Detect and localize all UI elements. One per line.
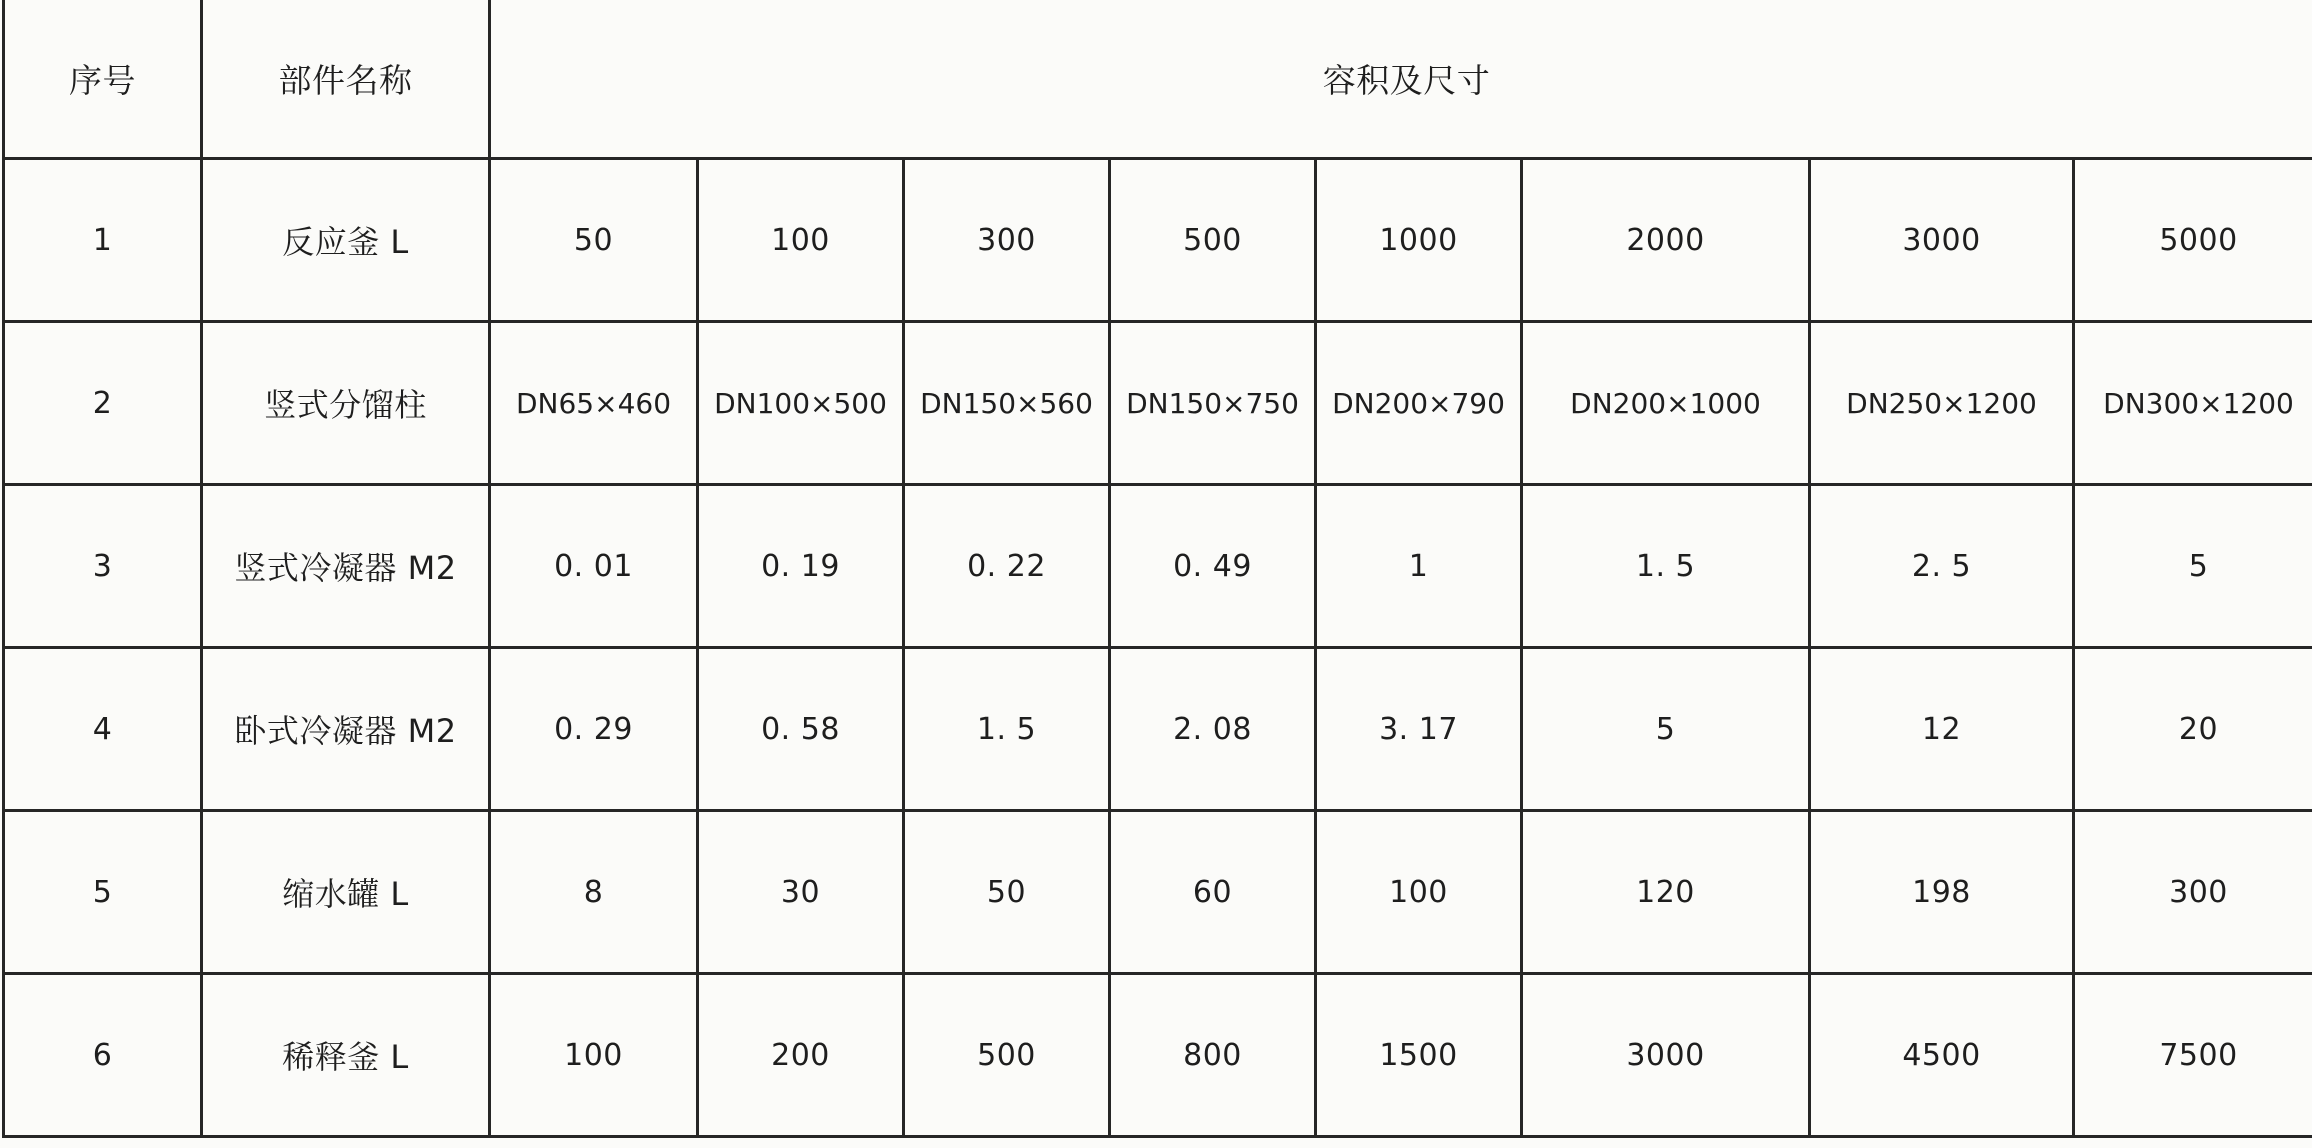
cell-value: 3. 17 — [1316, 648, 1522, 811]
cell-value: 1. 5 — [904, 648, 1110, 811]
cell-value: 200 — [698, 974, 904, 1137]
cell-value: DN250×1200 — [1810, 322, 2074, 485]
cell-value: 1 — [1316, 485, 1522, 648]
cell-value: 5 — [1522, 648, 1810, 811]
header-seq: 序号 — [4, 0, 202, 159]
cell-value: 2. 5 — [1810, 485, 2074, 648]
cell-part-name: 缩水罐 L — [202, 811, 490, 974]
cell-value: 120 — [1522, 811, 1810, 974]
cell-value: 2000 — [1522, 159, 1810, 322]
cell-value: 1500 — [1316, 974, 1522, 1137]
cell-value: 12 — [1810, 648, 2074, 811]
cell-value: 2. 08 — [1110, 648, 1316, 811]
cell-value: 500 — [1110, 159, 1316, 322]
cell-value: DN100×500 — [698, 322, 904, 485]
cell-value: 1. 5 — [1522, 485, 1810, 648]
cell-value: 5000 — [2074, 159, 2312, 322]
cell-value: 0. 22 — [904, 485, 1110, 648]
cell-part-name: 竖式冷凝器 M2 — [202, 485, 490, 648]
cell-value: 60 — [1110, 811, 1316, 974]
table-row — [4, 485, 2312, 648]
cell-seq: 3 — [4, 485, 202, 648]
cell-value: 7500 — [2074, 974, 2312, 1137]
table-row — [4, 811, 2312, 974]
cell-seq: 1 — [4, 159, 202, 322]
cell-value: 1000 — [1316, 159, 1522, 322]
cell-seq: 4 — [4, 648, 202, 811]
cell-value: 800 — [1110, 974, 1316, 1137]
cell-value: DN200×790 — [1316, 322, 1522, 485]
cell-value: DN300×1200 — [2074, 322, 2312, 485]
cell-value: DN150×750 — [1110, 322, 1316, 485]
cell-part-name: 稀释釜 L — [202, 974, 490, 1137]
cell-value: 5 — [2074, 485, 2312, 648]
cell-part-name: 竖式分馏柱 — [202, 322, 490, 485]
header-part-name: 部件名称 — [202, 0, 490, 159]
cell-value: 0. 29 — [490, 648, 698, 811]
cell-value: 0. 19 — [698, 485, 904, 648]
cell-value: 500 — [904, 974, 1110, 1137]
cell-value: 100 — [490, 974, 698, 1137]
cell-value: 50 — [904, 811, 1110, 974]
cell-value: 100 — [698, 159, 904, 322]
cell-value: 300 — [904, 159, 1110, 322]
table-row — [4, 648, 2312, 811]
cell-part-name: 反应釜 L — [202, 159, 490, 322]
table-row — [4, 974, 2312, 1137]
cell-value: 3000 — [1810, 159, 2074, 322]
cell-value: 198 — [1810, 811, 2074, 974]
cell-value: 3000 — [1522, 974, 1810, 1137]
cell-value: 0. 58 — [698, 648, 904, 811]
cell-value: 4500 — [1810, 974, 2074, 1137]
cell-seq: 5 — [4, 811, 202, 974]
cell-value: DN200×1000 — [1522, 322, 1810, 485]
cell-value: 100 — [1316, 811, 1522, 974]
header-volume-size: 容积及尺寸 — [490, 0, 2312, 159]
cell-value: 0. 49 — [1110, 485, 1316, 648]
equipment-spec-table — [2, 0, 2312, 1138]
cell-value: DN150×560 — [904, 322, 1110, 485]
cell-value: 30 — [698, 811, 904, 974]
cell-part-name: 卧式冷凝器 M2 — [202, 648, 490, 811]
cell-value: 300 — [2074, 811, 2312, 974]
cell-seq: 2 — [4, 322, 202, 485]
cell-seq: 6 — [4, 974, 202, 1137]
table-row — [4, 159, 2312, 322]
cell-value: 0. 01 — [490, 485, 698, 648]
cell-value: 20 — [2074, 648, 2312, 811]
table-row — [4, 322, 2312, 485]
cell-value: 8 — [490, 811, 698, 974]
cell-value: DN65×460 — [490, 322, 698, 485]
cell-value: 50 — [490, 159, 698, 322]
table-header-row — [4, 0, 2312, 159]
